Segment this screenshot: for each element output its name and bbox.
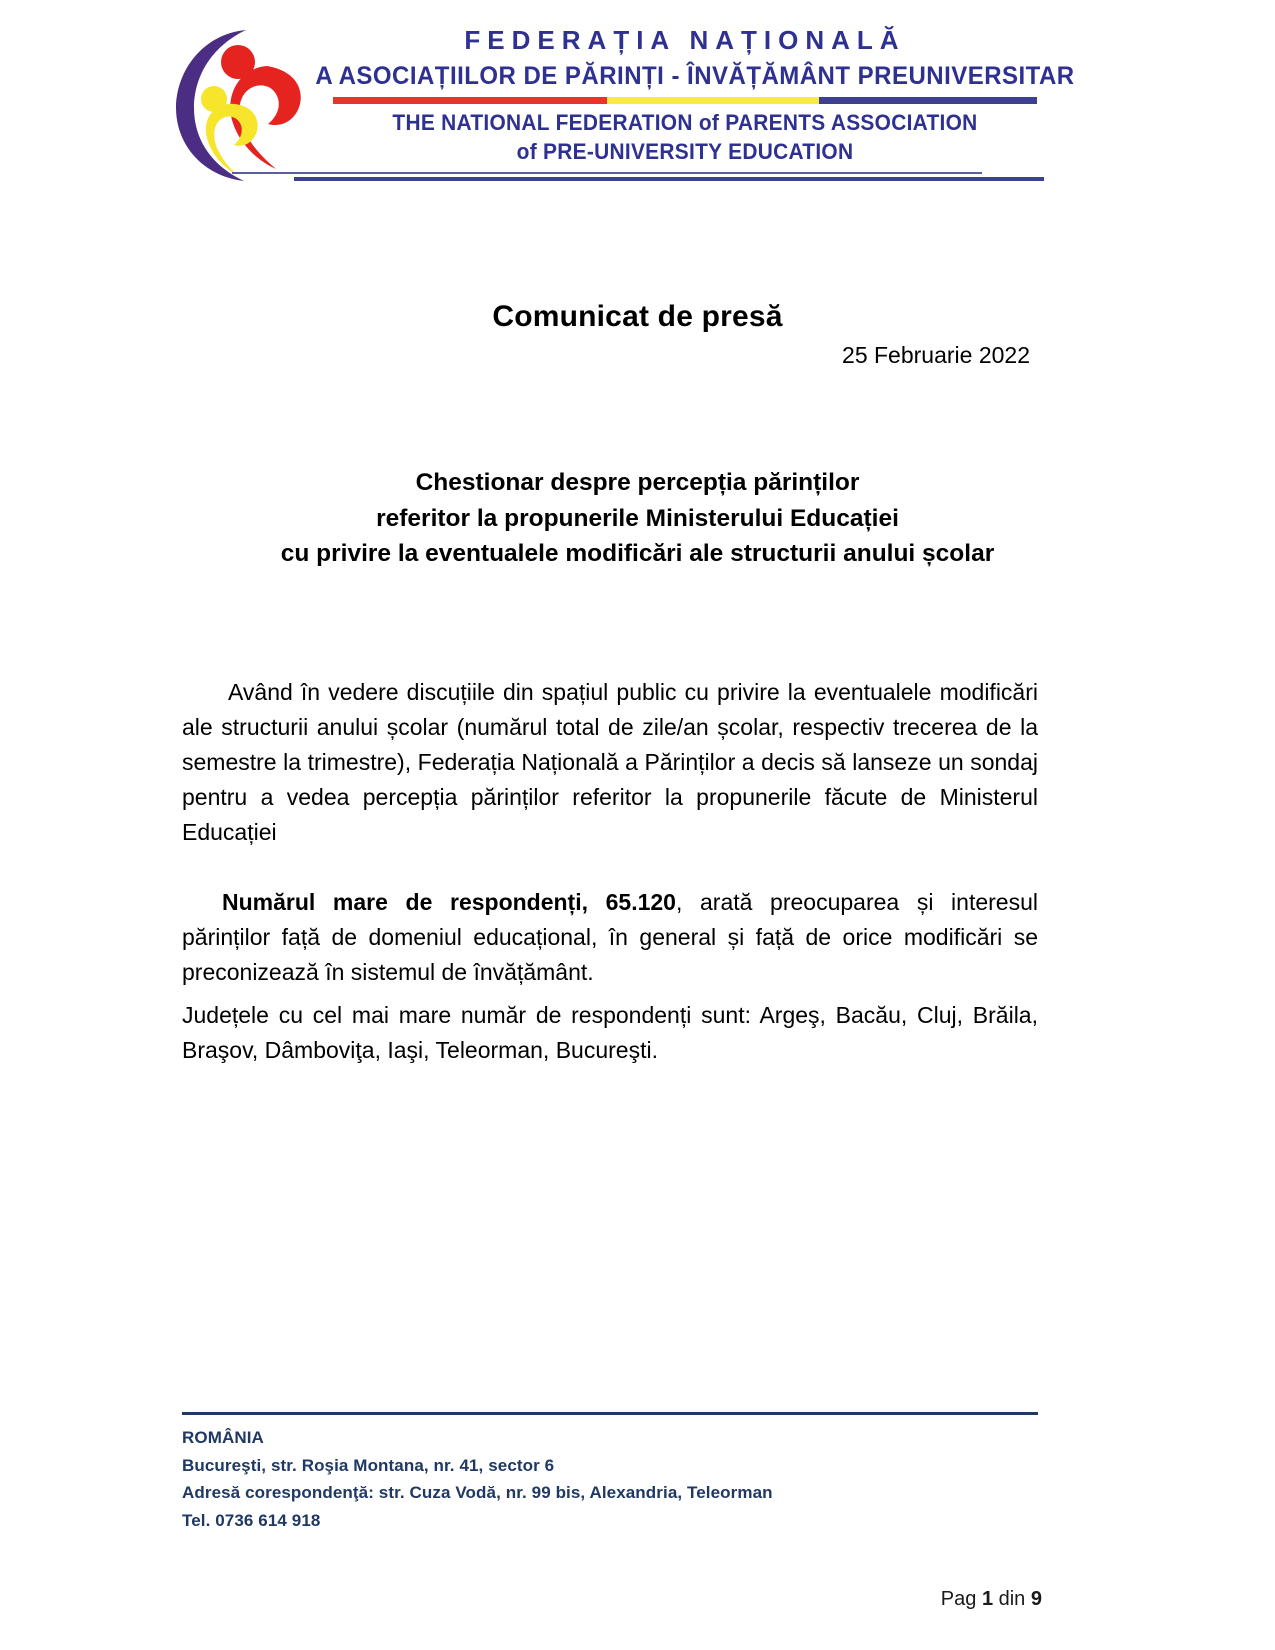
- page-prefix: Pag: [940, 1588, 982, 1610]
- letterhead: [0, 0, 1275, 200]
- paragraph-counties: [182, 998, 1038, 1068]
- paragraph-counties-text: Județele cu cel mai mare număr de respondenți sunt: Argeş, Bacău, Cluj, Brăila, Braşov, Dâmboviţa, Iaşi, Teleorman, Bucureşti.: [182, 1002, 1038, 1063]
- paragraph-respondents: [182, 885, 1038, 990]
- page-total: 9: [1030, 1588, 1042, 1610]
- letterhead-divider-thin: [232, 172, 982, 174]
- footer-contact-block: [182, 1424, 1038, 1534]
- tricolor-blue-band: [819, 97, 1038, 104]
- page-title: Comunicat de presă: [492, 300, 783, 334]
- footer-divider: [182, 1412, 1038, 1415]
- org-name-en-line2: of PRE-UNIVERSITY EDUCATION: [516, 139, 854, 165]
- subtitle-line-3: cu privire la eventualele modificări ale structurii anului școlar: [280, 540, 995, 568]
- page-number-indicator: [941, 1588, 1042, 1611]
- subtitle-line-2: referitor la propunerile Ministerului Educației: [376, 504, 899, 532]
- footer-address: Bucureşti, str. Roşia Montana, nr. 41, sector 6: [182, 1455, 555, 1475]
- paragraph-intro-text: Având în vedere discuțiile din spațiul public cu privire la eventualele modificări ale structurii anului școlar (numărul total de zile/an școlar, respectiv trecerea de la semestre la trimestre), Federația Națională a Părinților a decis să lanseze un sondaj pentru a vedea percepția părinților referitor la propunerile făcute de Ministerul Educației: [182, 679, 1038, 845]
- subtitle-line-1: Chestionar despre percepția părinților: [415, 469, 860, 496]
- footer-country: ROMÂNIA: [182, 1428, 264, 1447]
- footer-phone: Tel. 0736 614 918: [182, 1510, 321, 1530]
- respondents-count-highlight: Numărul mare de respondenți, 65.120: [222, 889, 676, 915]
- document-date: 25 Februarie 2022: [842, 342, 1030, 368]
- org-name-en-line1: THE NATIONAL FEDERATION of PARENTS ASSOCIATION: [392, 109, 978, 135]
- tricolor-divider: [333, 97, 1038, 104]
- org-name-ro-line2: A ASOCIAȚIILOR DE PĂRINȚI - ÎNVĂȚĂMÂNT PREUNIVERSITAR: [315, 61, 1075, 90]
- page-current: 1: [981, 1588, 994, 1610]
- document-subtitle: [0, 465, 1275, 572]
- organization-names: [300, 25, 1075, 166]
- letterhead-divider-thick: [294, 177, 1044, 181]
- paragraph-intro: [182, 675, 1038, 850]
- paragraph-respondents-text: , arată preocuparea și interesul părinților față de domeniul educațional, în general și față de orice modificări se preconizează în sistemul de învățământ.: [182, 889, 1038, 985]
- tricolor-yellow-band: [607, 97, 819, 104]
- page-footer: [182, 1412, 1038, 1534]
- tricolor-red-band: [333, 97, 608, 104]
- footer-correspondence-address: Adresă corespondenţă: str. Cuza Vodă, nr. 99 bis, Alexandria, Teleorman: [182, 1483, 773, 1503]
- letterhead-divider: [232, 172, 1044, 182]
- page-separator: din: [993, 1588, 1031, 1610]
- org-name-ro-line1: FEDERAȚIA NAȚIONALĂ: [464, 25, 906, 55]
